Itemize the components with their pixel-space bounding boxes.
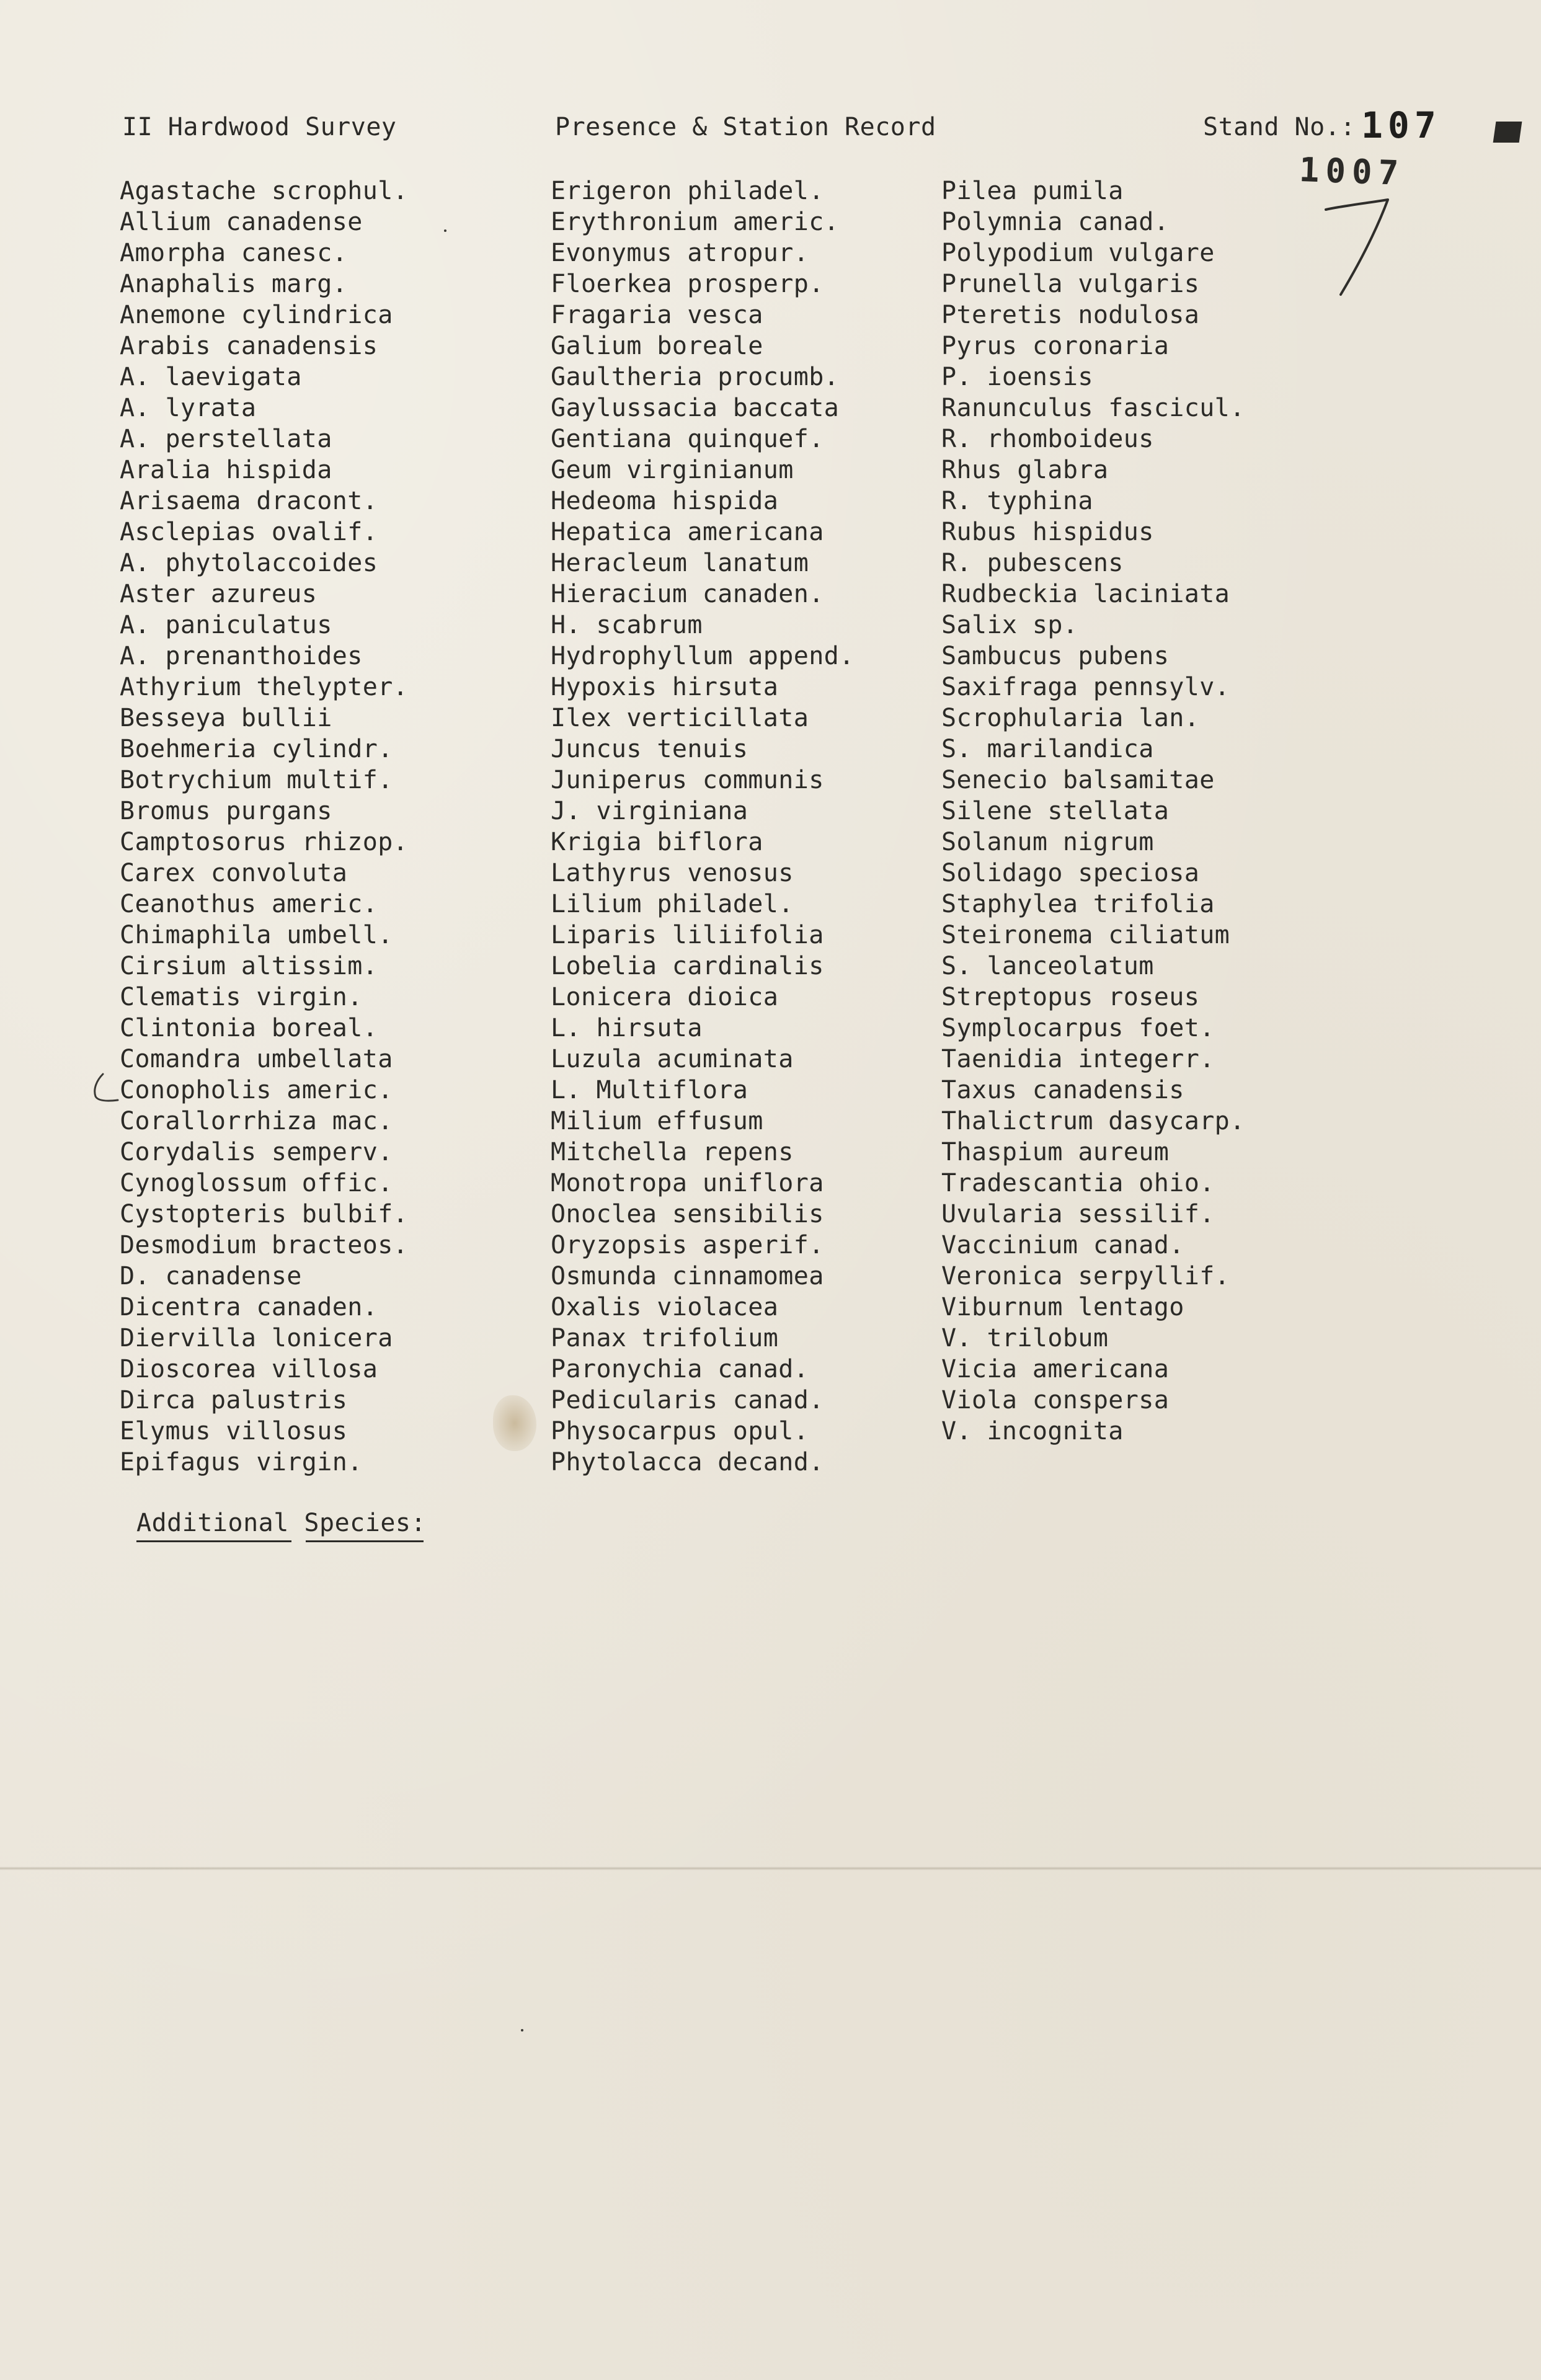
species-entry: A. phytolaccoides: [120, 549, 378, 577]
fold-line: [0, 1867, 1541, 1870]
stamped-number: 1007: [1298, 150, 1406, 193]
species-entry: Hypoxis hirsuta: [551, 673, 779, 701]
species-entry: Vaccinium canad.: [941, 1231, 1184, 1259]
stand-number: 107: [1361, 104, 1441, 146]
record-title: Presence & Station Record: [555, 113, 936, 141]
species-entry: Staphylea trifolia: [941, 890, 1215, 918]
species-entry: Luzula acuminata: [551, 1045, 794, 1073]
species-entry: Anemone cylindrica: [120, 301, 393, 329]
underline-additional: [136, 1540, 291, 1542]
species-entry: Pedicularis canad.: [551, 1386, 824, 1414]
species-entry: Cynoglossum offic.: [120, 1169, 393, 1197]
species-entry: R. pubescens: [941, 549, 1124, 577]
species-entry: Taenidia integerr.: [941, 1045, 1215, 1073]
species-entry: Diervilla lonicera: [120, 1324, 393, 1352]
species-entry: Mitchella repens: [551, 1138, 794, 1166]
species-entry: Hieracium canaden.: [551, 580, 824, 608]
species-entry: Evonymus atropur.: [551, 239, 809, 267]
paper-stain: [493, 1395, 536, 1451]
species-entry: Panax trifolium: [551, 1324, 779, 1352]
species-entry: Pyrus coronaria: [941, 332, 1170, 360]
species-entry: Vicia americana: [941, 1355, 1170, 1383]
species-entry: Steironema ciliatum: [941, 921, 1230, 949]
species-entry: Floerkea prosperp.: [551, 270, 824, 298]
species-entry: Athyrium thelypter.: [120, 673, 409, 701]
species-entry: Onoclea sensibilis: [551, 1200, 824, 1228]
species-entry: Physocarpus opul.: [551, 1417, 809, 1445]
species-entry: Comandra umbellata: [120, 1045, 393, 1073]
species-entry: Lilium philadel.: [551, 890, 794, 918]
species-entry: Pilea pumila: [941, 177, 1124, 205]
species-entry: Cystopteris bulbif.: [120, 1200, 409, 1228]
species-entry: Polypodium vulgare: [941, 239, 1215, 267]
species-entry: Milium effusum: [551, 1107, 763, 1135]
species-entry: Bromus purgans: [120, 797, 332, 825]
species-entry: Thalictrum dasycarp.: [941, 1107, 1245, 1135]
species-entry: Polymnia canad.: [941, 208, 1170, 236]
species-entry: Veronica serpyllif.: [941, 1262, 1230, 1290]
species-entry: Ilex verticillata: [551, 704, 809, 732]
species-entry: Monotropa uniflora: [551, 1169, 824, 1197]
species-entry: Clematis virgin.: [120, 983, 363, 1011]
species-entry: Chimaphila umbell.: [120, 921, 393, 949]
species-entry: P. ioensis: [941, 363, 1093, 391]
species-entry: Scrophularia lan.: [941, 704, 1200, 732]
corner-ink-mark: [1493, 122, 1522, 143]
species-entry: R. typhina: [941, 487, 1093, 515]
species-entry: Taxus canadensis: [941, 1076, 1184, 1104]
stand-label: Stand No.:: [1203, 113, 1356, 141]
species-entry: Ceanothus americ.: [120, 890, 378, 918]
species-entry: Juniperus communis: [551, 766, 824, 794]
species-entry: Boehmeria cylindr.: [120, 735, 393, 763]
species-entry: Juncus tenuis: [551, 735, 748, 763]
species-entry: Liparis liliifolia: [551, 921, 824, 949]
species-entry: Silene stellata: [941, 797, 1170, 825]
species-entry: A. perstellata: [120, 425, 332, 453]
additional-species-label: Additional Species:: [136, 1509, 427, 1537]
species-entry: J. virginiana: [551, 797, 748, 825]
species-entry: Viola conspersa: [941, 1386, 1170, 1414]
species-entry: Corallorrhiza mac.: [120, 1107, 393, 1135]
species-entry: Elymus villosus: [120, 1417, 348, 1445]
species-entry: Salix sp.: [941, 611, 1078, 639]
species-entry: Osmunda cinnamomea: [551, 1262, 824, 1290]
species-entry: Besseya bullii: [120, 704, 332, 732]
survey-title: II Hardwood Survey: [122, 113, 397, 141]
species-entry: Botrychium multif.: [120, 766, 393, 794]
species-entry: Asclepias ovalif.: [120, 518, 378, 546]
species-entry: Hedeoma hispida: [551, 487, 779, 515]
species-entry: H. scabrum: [551, 611, 703, 639]
species-entry: Fragaria vesca: [551, 301, 763, 329]
species-entry: Tradescantia ohio.: [941, 1169, 1215, 1197]
species-entry: Geum virginianum: [551, 456, 794, 484]
species-entry: Erigeron philadel.: [551, 177, 824, 205]
species-entry: Epifagus virgin.: [120, 1448, 363, 1476]
species-entry: R. rhomboideus: [941, 425, 1154, 453]
species-entry: Hepatica americana: [551, 518, 824, 546]
species-entry: Aster azureus: [120, 580, 318, 608]
species-entry: Gentiana quinquef.: [551, 425, 824, 453]
species-entry: V. trilobum: [941, 1324, 1109, 1352]
species-entry: Amorpha canesc.: [120, 239, 348, 267]
species-entry: Allium canadense: [120, 208, 363, 236]
species-column-3: [941, 175, 1245, 1447]
species-entry: Phytolacca decand.: [551, 1448, 824, 1476]
species-entry: Sambucus pubens: [941, 642, 1170, 670]
species-entry: Rudbeckia laciniata: [941, 580, 1230, 608]
species-entry: Lobelia cardinalis: [551, 952, 824, 980]
species-entry: Agastache scrophul.: [120, 177, 409, 205]
species-entry: Aralia hispida: [120, 456, 332, 484]
species-entry: Anaphalis marg.: [120, 270, 348, 298]
species-entry: Camptosorus rhizop.: [120, 828, 409, 856]
species-entry: Desmodium bracteos.: [120, 1231, 409, 1259]
species-entry: Dicentra canaden.: [120, 1293, 378, 1321]
species-entry: Conopholis americ.: [120, 1076, 393, 1104]
species-entry: A. paniculatus: [120, 611, 332, 639]
species-entry: Clintonia boreal.: [120, 1014, 378, 1042]
species-entry: L. Multiflora: [551, 1076, 748, 1104]
species-entry: Galium boreale: [551, 332, 763, 360]
species-entry: S. marilandica: [941, 735, 1154, 763]
species-entry: Senecio balsamitae: [941, 766, 1215, 794]
species-entry: A. prenanthoides: [120, 642, 363, 670]
species-entry: Arisaema dracont.: [120, 487, 378, 515]
species-entry: Gaultheria procumb.: [551, 363, 840, 391]
handwritten-seven-mark: [1315, 192, 1401, 304]
ink-speck: [444, 229, 446, 232]
species-entry: Dioscorea villosa: [120, 1355, 378, 1383]
species-entry: Krigia biflora: [551, 828, 763, 856]
species-entry: Ranunculus fascicul.: [941, 394, 1245, 422]
species-entry: Erythronium americ.: [551, 208, 840, 236]
species-entry: Lathyrus venosus: [551, 859, 794, 887]
underline-species: [306, 1540, 424, 1542]
species-entry: Corydalis semperv.: [120, 1138, 393, 1166]
species-entry: L. hirsuta: [551, 1014, 703, 1042]
species-entry: Oxalis violacea: [551, 1293, 779, 1321]
ink-speck: [521, 2029, 523, 2031]
species-entry: Dirca palustris: [120, 1386, 348, 1414]
species-entry: Pteretis nodulosa: [941, 301, 1200, 329]
species-entry: Heracleum lanatum: [551, 549, 809, 577]
species-entry: Lonicera dioica: [551, 983, 779, 1011]
species-entry: Arabis canadensis: [120, 332, 378, 360]
species-column-2: [551, 175, 855, 1478]
handwritten-check-mark: [87, 1072, 124, 1109]
species-entry: S. lanceolatum: [941, 952, 1154, 980]
species-entry: Thaspium aureum: [941, 1138, 1170, 1166]
species-entry: Carex convoluta: [120, 859, 348, 887]
species-entry: Gaylussacia baccata: [551, 394, 840, 422]
species-entry: Uvularia sessilif.: [941, 1200, 1215, 1228]
species-entry: V. incognita: [941, 1417, 1124, 1445]
species-column-1: [120, 175, 408, 1478]
species-entry: Rhus glabra: [941, 456, 1109, 484]
species-entry: Streptopus roseus: [941, 983, 1200, 1011]
species-entry: Rubus hispidus: [941, 518, 1154, 546]
species-entry: Oryzopsis asperif.: [551, 1231, 824, 1259]
species-entry: A. laevigata: [120, 363, 302, 391]
species-entry: A. lyrata: [120, 394, 257, 422]
species-entry: D. canadense: [120, 1262, 302, 1290]
species-entry: Cirsium altissim.: [120, 952, 378, 980]
species-entry: Solidago speciosa: [941, 859, 1200, 887]
species-entry: Paronychia canad.: [551, 1355, 809, 1383]
species-entry: Symplocarpus foet.: [941, 1014, 1215, 1042]
species-entry: Viburnum lentago: [941, 1293, 1184, 1321]
species-entry: Prunella vulgaris: [941, 270, 1200, 298]
species-entry: Saxifraga pennsylv.: [941, 673, 1230, 701]
species-entry: Solanum nigrum: [941, 828, 1154, 856]
species-entry: Hydrophyllum append.: [551, 642, 855, 670]
